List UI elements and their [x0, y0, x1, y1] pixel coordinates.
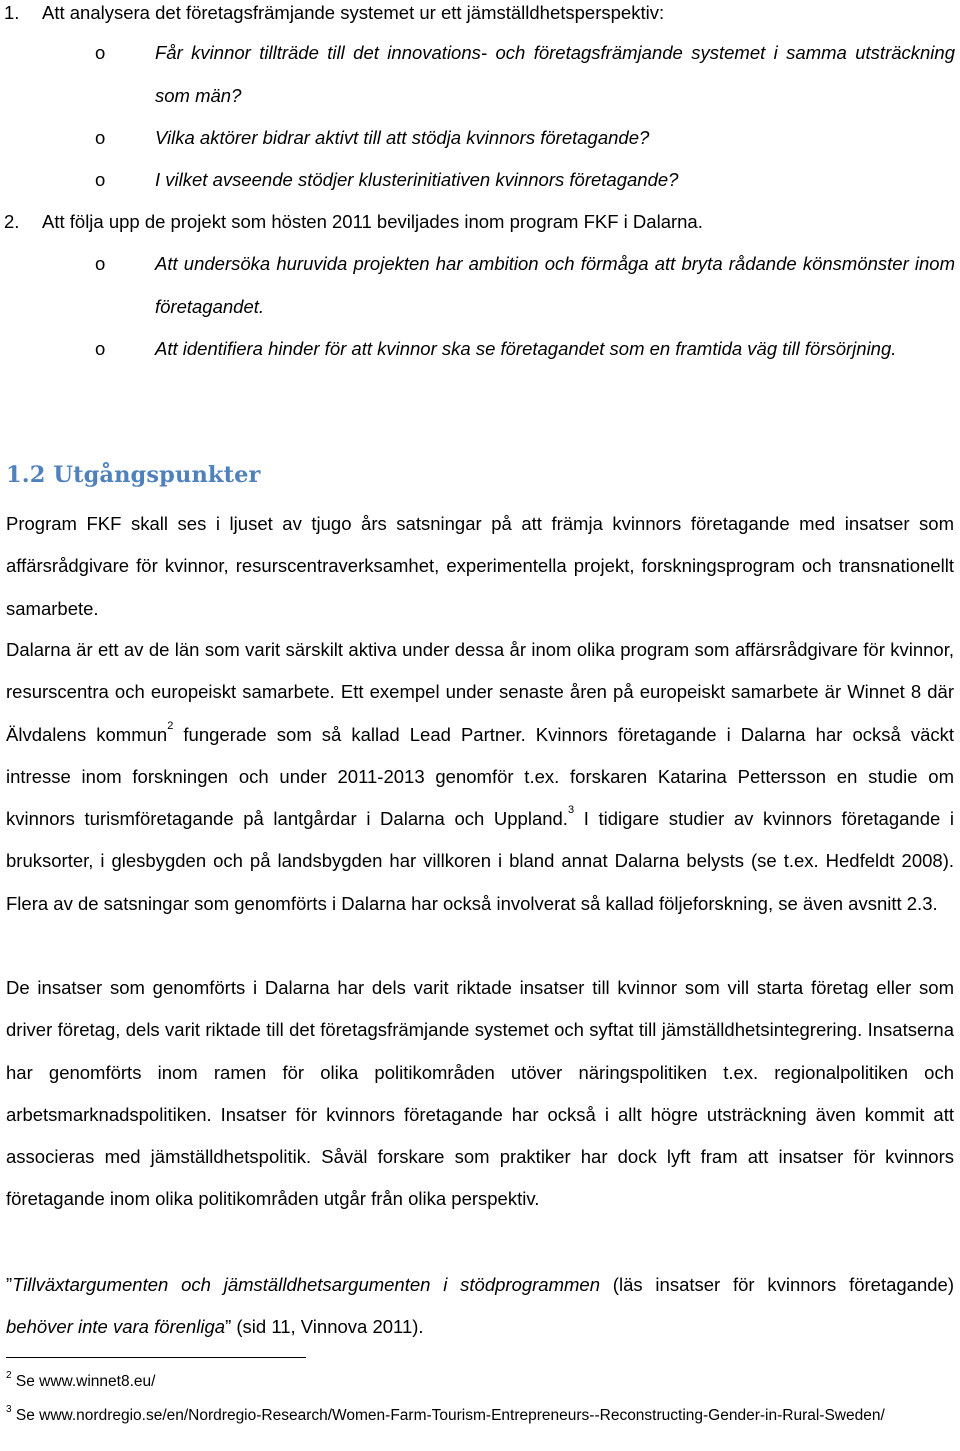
sub-item-text: I vilket avseende stödjer klusterinitiativen kvinnors företagande? [155, 169, 679, 190]
paragraph-3: De insatser som genomförts i Dalarna har dels varit riktade insatser till kvinnor som vill starta företag eller som driver företag, dels varit riktade till det företagsfrämjande systemet och syftat till jämställdhetsintegrering. Insatserna har genomförts inom ramen för olika politikområden utöver näringspolitiken t.ex. regionalpolitiken och arbetsmarknadspolitiken. Insatser för kvinnors företagande har också i allt högre utsträckning även kommit att associeras med jämställdhetspolitik. Såväl forskare som praktiker har dock lyft fram att insatser för kvinnors företagande inom olika politikområden utgår från olika perspektiv. [6, 977, 954, 1210]
bullet-marker: o [95, 127, 106, 148]
bullet-marker: o [95, 338, 106, 359]
sub-item [95, 117, 955, 160]
paragraph-1: Program FKF skall ses i ljuset av tjugo års satsningar på att främja kvinnors företagande med insatser som affärsrådgivare för kvinnor, resurscentraverksamhet, experimentella projekt, forskningsprogram och transnationellt samarbete. [6, 513, 954, 619]
paragraph-text: I tidigare studier av kvinnors företagande i bruksorter, i glesbygden och på landsbygden har villkoren i bland annat Dalarna belysts (se t.ex. Hedfeldt 2008). Flera av de satsningar som genomförts i Dalarna har också involverat så kallad följeforskning, se även avsnitt 2.3. [6, 808, 955, 914]
quote-italic-2: behöver inte vara förenliga [6, 1316, 226, 1338]
footnote-divider [6, 1357, 306, 1358]
bullet-marker: o [95, 253, 106, 274]
list-number: 2. [4, 211, 20, 232]
list-item-text: Att följa upp de projekt som hösten 2011 beviljades inom program FKF i Dalarna. [42, 211, 703, 232]
sub-item [95, 243, 955, 328]
footnote-ref: 2 [167, 719, 174, 732]
sub-item [95, 32, 955, 117]
sub-item [95, 328, 955, 371]
footnote-2 [6, 1370, 954, 1394]
sub-item [95, 159, 955, 202]
sub-item-text: Att undersöka huruvida projekten har ambition och förmåga att bryta rådande könsmönster inom företagandet. [155, 253, 955, 317]
section-heading: 1.2 Utgångspunkter [6, 462, 261, 488]
paragraph-2 [6, 629, 954, 925]
footnote-text: Se www.winnet8.eu/ [11, 1373, 156, 1390]
quote-italic-1: Tillväxtargumenten och jämställdhetsargumenten i stödprogrammen [12, 1274, 600, 1295]
footnote-text: Se www.nordregio.se/en/Nordregio-Research/Women-Farm-Tourism-Entrepreneurs--Reconstructing-Gender-in-Rural-Sweden/ [11, 1407, 885, 1424]
sub-item-text: Får kvinnor tillträde till det innovations- och företagsfrämjande systemet i samma utsträckning som män? [155, 42, 955, 106]
paragraph-text: fungerade som så kallad Lead Partner. Kvinnors företagande i Dalarna har också väckt intresse inom forskningen och under 2011-2013 genomför t.ex. forskaren Katarina Pettersson en studie om kvinnors turismföretagande på lantgårdar i Dalarna och Uppland. [6, 723, 955, 830]
list-number: 1. [4, 2, 20, 23]
paragraph-text: Dalarna är ett av de län som varit särskilt aktiva under dessa år inom olika program som affärsrådgivare för kvinnor, resurscentra och europeiskt samarbete. Ett exempel under senaste åren på europeiskt samarbete är Winnet 8 där Älvdalens kommun [6, 639, 954, 745]
footnote-number: 2 [6, 1370, 12, 1381]
sub-item-text: Vilka aktörer bidrar aktivt till att stödja kvinnors företagande? [155, 127, 650, 148]
footnote-number: 3 [6, 1404, 12, 1415]
bullet-marker: o [95, 42, 106, 63]
footnote-3 [6, 1404, 954, 1428]
quote-end: ” (sid 11, Vinnova 2011). [225, 1316, 424, 1338]
sub-item-text: Att identifiera hinder för att kvinnor ska se företagandet som en framtida väg till försörjning. [155, 338, 897, 359]
list-item-1 [4, 0, 954, 26]
bullet-marker: o [95, 169, 106, 190]
footnote-ref: 3 [567, 804, 575, 817]
list-item-2 [4, 209, 954, 235]
list-item-text: Att analysera det företagsfrämjande systemet ur ett jämställdhetsperspektiv: [42, 2, 665, 23]
quote-paragraph [6, 1264, 954, 1349]
quote-text: (läs insatser för kvinnors företagande) [600, 1274, 954, 1295]
quote-open: ” [6, 1274, 13, 1295]
